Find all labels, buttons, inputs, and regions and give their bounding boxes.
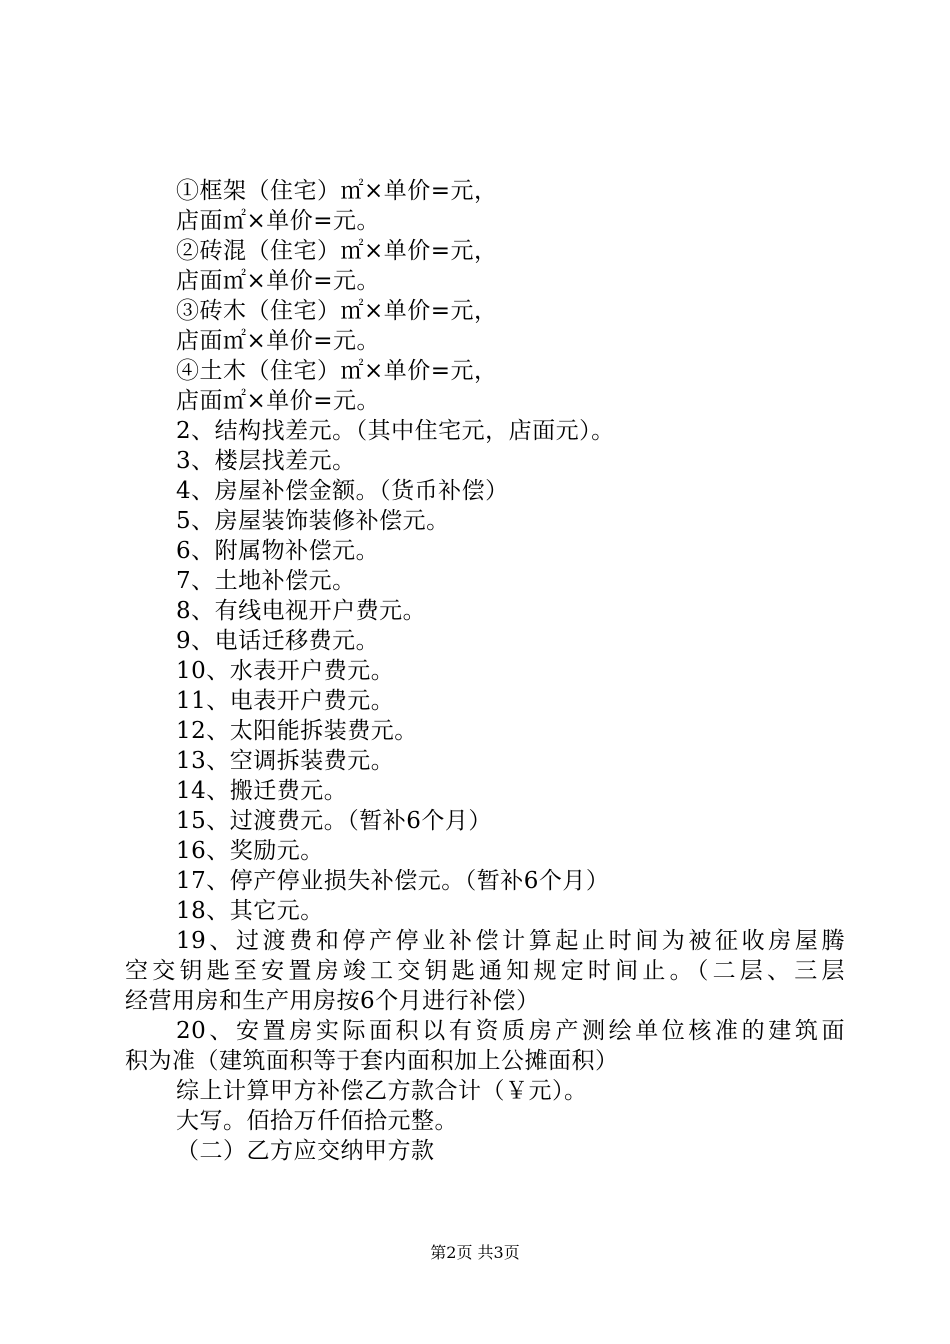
text-line: 9、电话迁移费元。	[176, 628, 380, 654]
text-line: 15、过渡费元。（暂补6个月）	[176, 808, 492, 834]
text-line: 19、过渡费和停产停业补偿计算起止时间为被征收房屋腾	[176, 928, 845, 954]
text-line: 14、搬迁费元。	[176, 778, 348, 804]
text-line: ④土木（住宅）㎡×单价=元，	[176, 358, 498, 384]
text-line: 18、其它元。	[176, 898, 324, 924]
text-line: 8、有线电视开户费元。	[176, 598, 427, 624]
text-line: ③砖木（住宅）㎡×单价=元，	[176, 298, 498, 324]
text-line: 6、附属物补偿元。	[176, 538, 380, 564]
text-line: 店面㎡×单价=元。	[176, 388, 381, 414]
text-line: 12、太阳能拆装费元。	[176, 718, 418, 744]
text-line: ①框架（住宅）㎡×单价=元，	[176, 178, 498, 204]
text-line: （二）乙方应交纳甲方款	[176, 1138, 435, 1164]
text-line: 2、结构找差元。（其中住宅元，店面元）。	[176, 418, 615, 444]
text-line: 20、安置房实际面积以有资质房产测绘单位核准的建筑面	[176, 1018, 845, 1044]
text-line: 综上计算甲方补偿乙方款合计（￥元）。	[176, 1078, 588, 1104]
text-line: ②砖混（住宅）㎡×单价=元，	[176, 238, 498, 264]
text-line: 积为准（建筑面积等于套内面积加上公摊面积）	[125, 1048, 619, 1074]
text-line: 空交钥匙至安置房竣工交钥匙通知规定时间止。（二层、三层	[125, 958, 845, 984]
text-line: 3、楼层找差元。	[176, 448, 356, 474]
text-line: 店面㎡×单价=元。	[176, 328, 381, 354]
text-line: 10、水表开户费元。	[176, 658, 395, 684]
page-footer: 第2页 共3页	[430, 1243, 520, 1262]
text-line: 13、空调拆装费元。	[176, 748, 395, 774]
text-line: 7、土地补偿元。	[176, 568, 356, 594]
text-line: 5、房屋装饰装修补偿元。	[176, 508, 450, 534]
text-line: 店面㎡×单价=元。	[176, 268, 381, 294]
text-line: 17、停产停业损失补偿元。（暂补6个月）	[176, 868, 610, 894]
document-body	[125, 176, 845, 1166]
text-line: 16、奖励元。	[176, 838, 324, 864]
text-line: 店面㎡×单价=元。	[176, 208, 381, 234]
text-line: 经营用房和生产用房按6个月进行补偿）	[125, 988, 540, 1014]
text-line: 大写。佰拾万仟佰拾元整。	[176, 1108, 458, 1134]
text-line: 4、房屋补偿金额。（货币补偿）	[176, 478, 509, 504]
text-line: 11、电表开户费元。	[176, 688, 395, 714]
